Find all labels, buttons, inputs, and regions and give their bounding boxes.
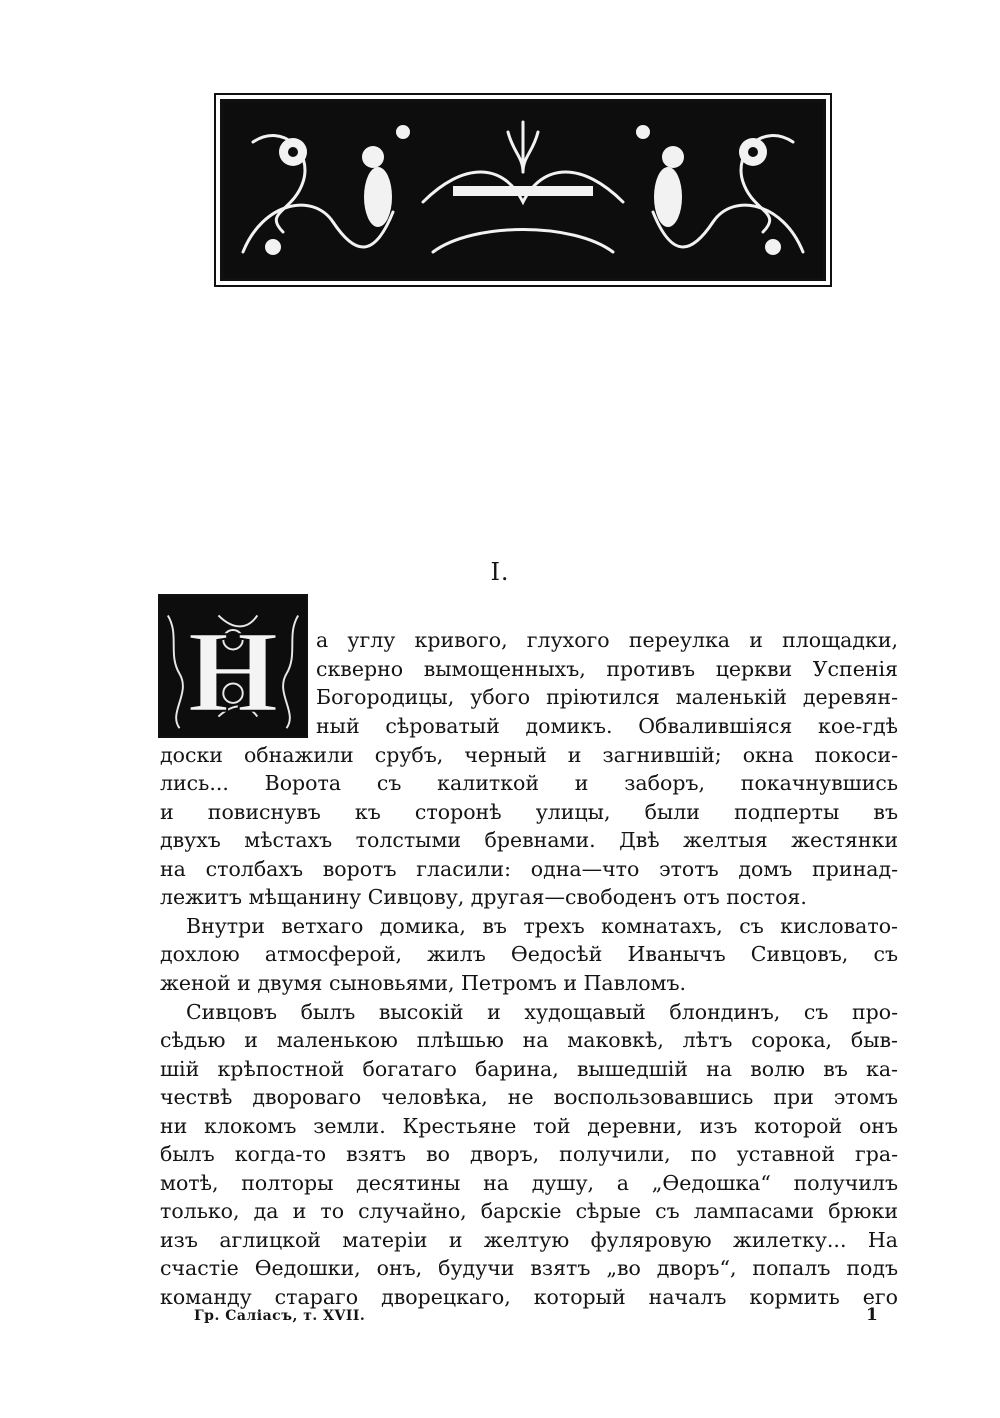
text-line: лись... Ворота съ калиткой и заборъ, покачнувшись: [160, 771, 898, 795]
chapter-number: I.: [490, 558, 510, 586]
text-line: ный сѣроватый домикъ. Обвалившіяся кое-гдѣ: [316, 714, 898, 738]
footer-signature: Гр. Саліасъ, т. XVII.: [194, 1308, 366, 1324]
text-line: скверно вымощенныхъ, противъ церкви Успенія: [316, 657, 898, 681]
text-line: на столбахъ воротъ гласили: одна—что этотъ домъ принад-: [160, 857, 898, 881]
text-line: Богородицы, убого пріютился маленькій деревян-: [316, 685, 898, 709]
text-line: Внутри ветхаго домика, въ трехъ комнатахъ, съ кисловато-: [186, 914, 898, 938]
decorative-headpiece: [214, 93, 832, 287]
decorative-initial: [158, 594, 308, 738]
headpiece-ornament-panel: [220, 99, 826, 281]
page-number: 1: [866, 1305, 878, 1325]
text-line: ни клокомъ земли. Крестьяне той деревни, изъ которой онъ: [160, 1114, 898, 1138]
text-line: доски обнажили срубъ, черный и загнившій; окна покоси-: [160, 743, 898, 767]
text-line: былъ когда-то взятъ во дворъ, получили, по уставной гра-: [160, 1142, 898, 1166]
text-line: лежитъ мѣщанину Сивцову, другая—свободенъ отъ постоя.: [160, 885, 807, 909]
text-line: изъ аглицкой матеріи и желтую фуляровую жилетку... На: [160, 1228, 898, 1252]
text-line: только, да и то случайно, барскіе сѣрые съ лампасами брюки: [160, 1199, 898, 1223]
text-line: шій крѣпостной богатаго барина, вышедшій на волю въ ка-: [160, 1057, 898, 1081]
initial-letter: Н: [187, 607, 279, 736]
text-line: и повиснувъ къ сторонѣ улицы, были подперты въ: [160, 800, 898, 824]
text-line: команду стараго дворецкаго, который началъ кормить его: [160, 1285, 898, 1309]
text-line: чествѣ двороваго человѣка, не воспользовавшись при этомъ: [160, 1085, 898, 1109]
text-line: мотѣ, полторы десятины на душу, а „Ѳедошка“ получилъ: [160, 1171, 898, 1195]
text-line: двухъ мѣстахъ толстыми бревнами. Двѣ желтыя жестянки: [160, 828, 898, 852]
headpiece-ornament-art: [223, 102, 823, 278]
text-line: Сивцовъ былъ высокій и худощавый блондинъ, съ про-: [186, 1000, 898, 1024]
text-line: сѣдью и маленькою плѣшью на маковкѣ, лѣтъ сорока, быв-: [160, 1028, 898, 1052]
text-line: счастіе Ѳедошки, онъ, будучи взятъ „во дворъ“, попалъ подъ: [160, 1256, 898, 1280]
text-line: а углу кривого, глухого переулка и площадки,: [316, 628, 898, 652]
text-line: женой и двумя сыновьями, Петромъ и Павломъ.: [160, 971, 687, 995]
text-line: дохлою атмосферой, жилъ Ѳедосѣй Иванычъ Сивцовъ, съ: [160, 942, 898, 966]
initial-ornament-art: [160, 596, 306, 736]
